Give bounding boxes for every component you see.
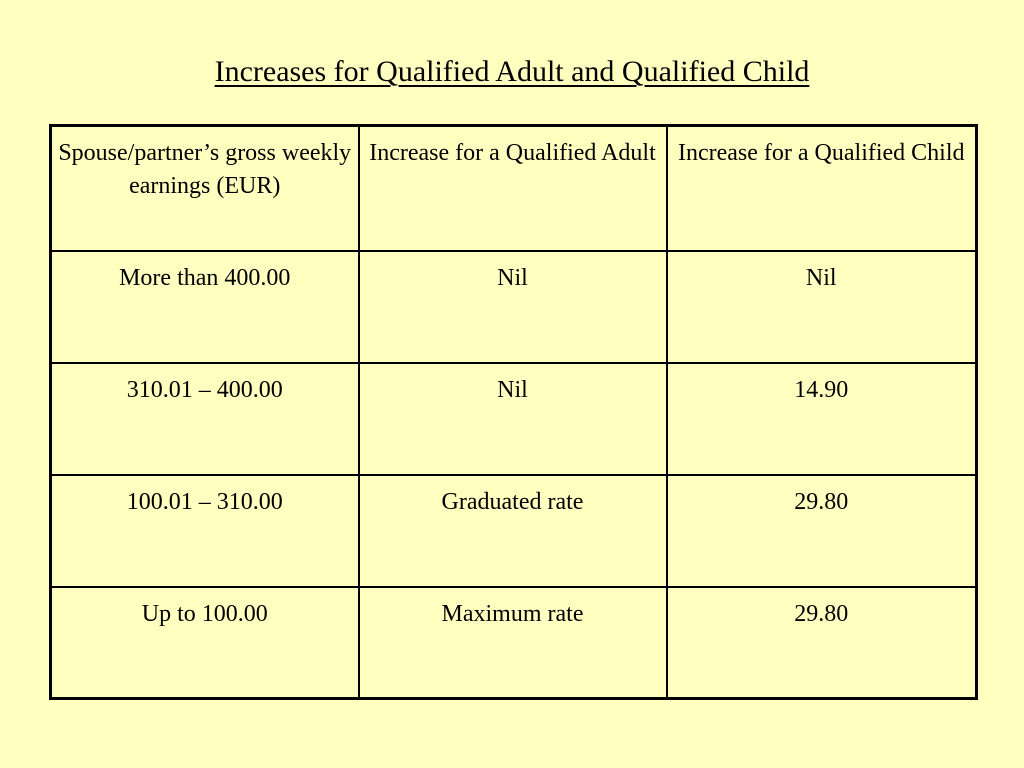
table-row [51, 251, 977, 363]
earnings-cell: 310.01 – 400.00 [51, 363, 359, 475]
header-qualified-child: Increase for a Qualified Child [667, 126, 977, 251]
child-increase-cell: 29.80 [667, 475, 977, 587]
adult-increase-cell: Maximum rate [359, 587, 667, 699]
header-qualified-adult: Increase for a Qualified Adult [359, 126, 667, 251]
earnings-cell: More than 400.00 [51, 251, 359, 363]
adult-increase-cell: Nil [359, 251, 667, 363]
rates-table [49, 124, 978, 700]
slide-title [0, 52, 1024, 92]
table-row [51, 475, 977, 587]
adult-increase-cell: Graduated rate [359, 475, 667, 587]
earnings-cell: 100.01 – 310.00 [51, 475, 359, 587]
child-increase-cell: 29.80 [667, 587, 977, 699]
adult-increase-cell: Nil [359, 363, 667, 475]
header-earnings: Spouse/partner’s gross weekly earnings (EUR) [51, 126, 359, 251]
child-increase-cell: Nil [667, 251, 977, 363]
table-row [51, 587, 977, 699]
child-increase-cell: 14.90 [667, 363, 977, 475]
table-row [51, 363, 977, 475]
table-header-row [51, 126, 977, 251]
earnings-cell: Up to 100.00 [51, 587, 359, 699]
slide-title-text: Increases for Qualified Adult and Qualified Child [214, 55, 810, 88]
